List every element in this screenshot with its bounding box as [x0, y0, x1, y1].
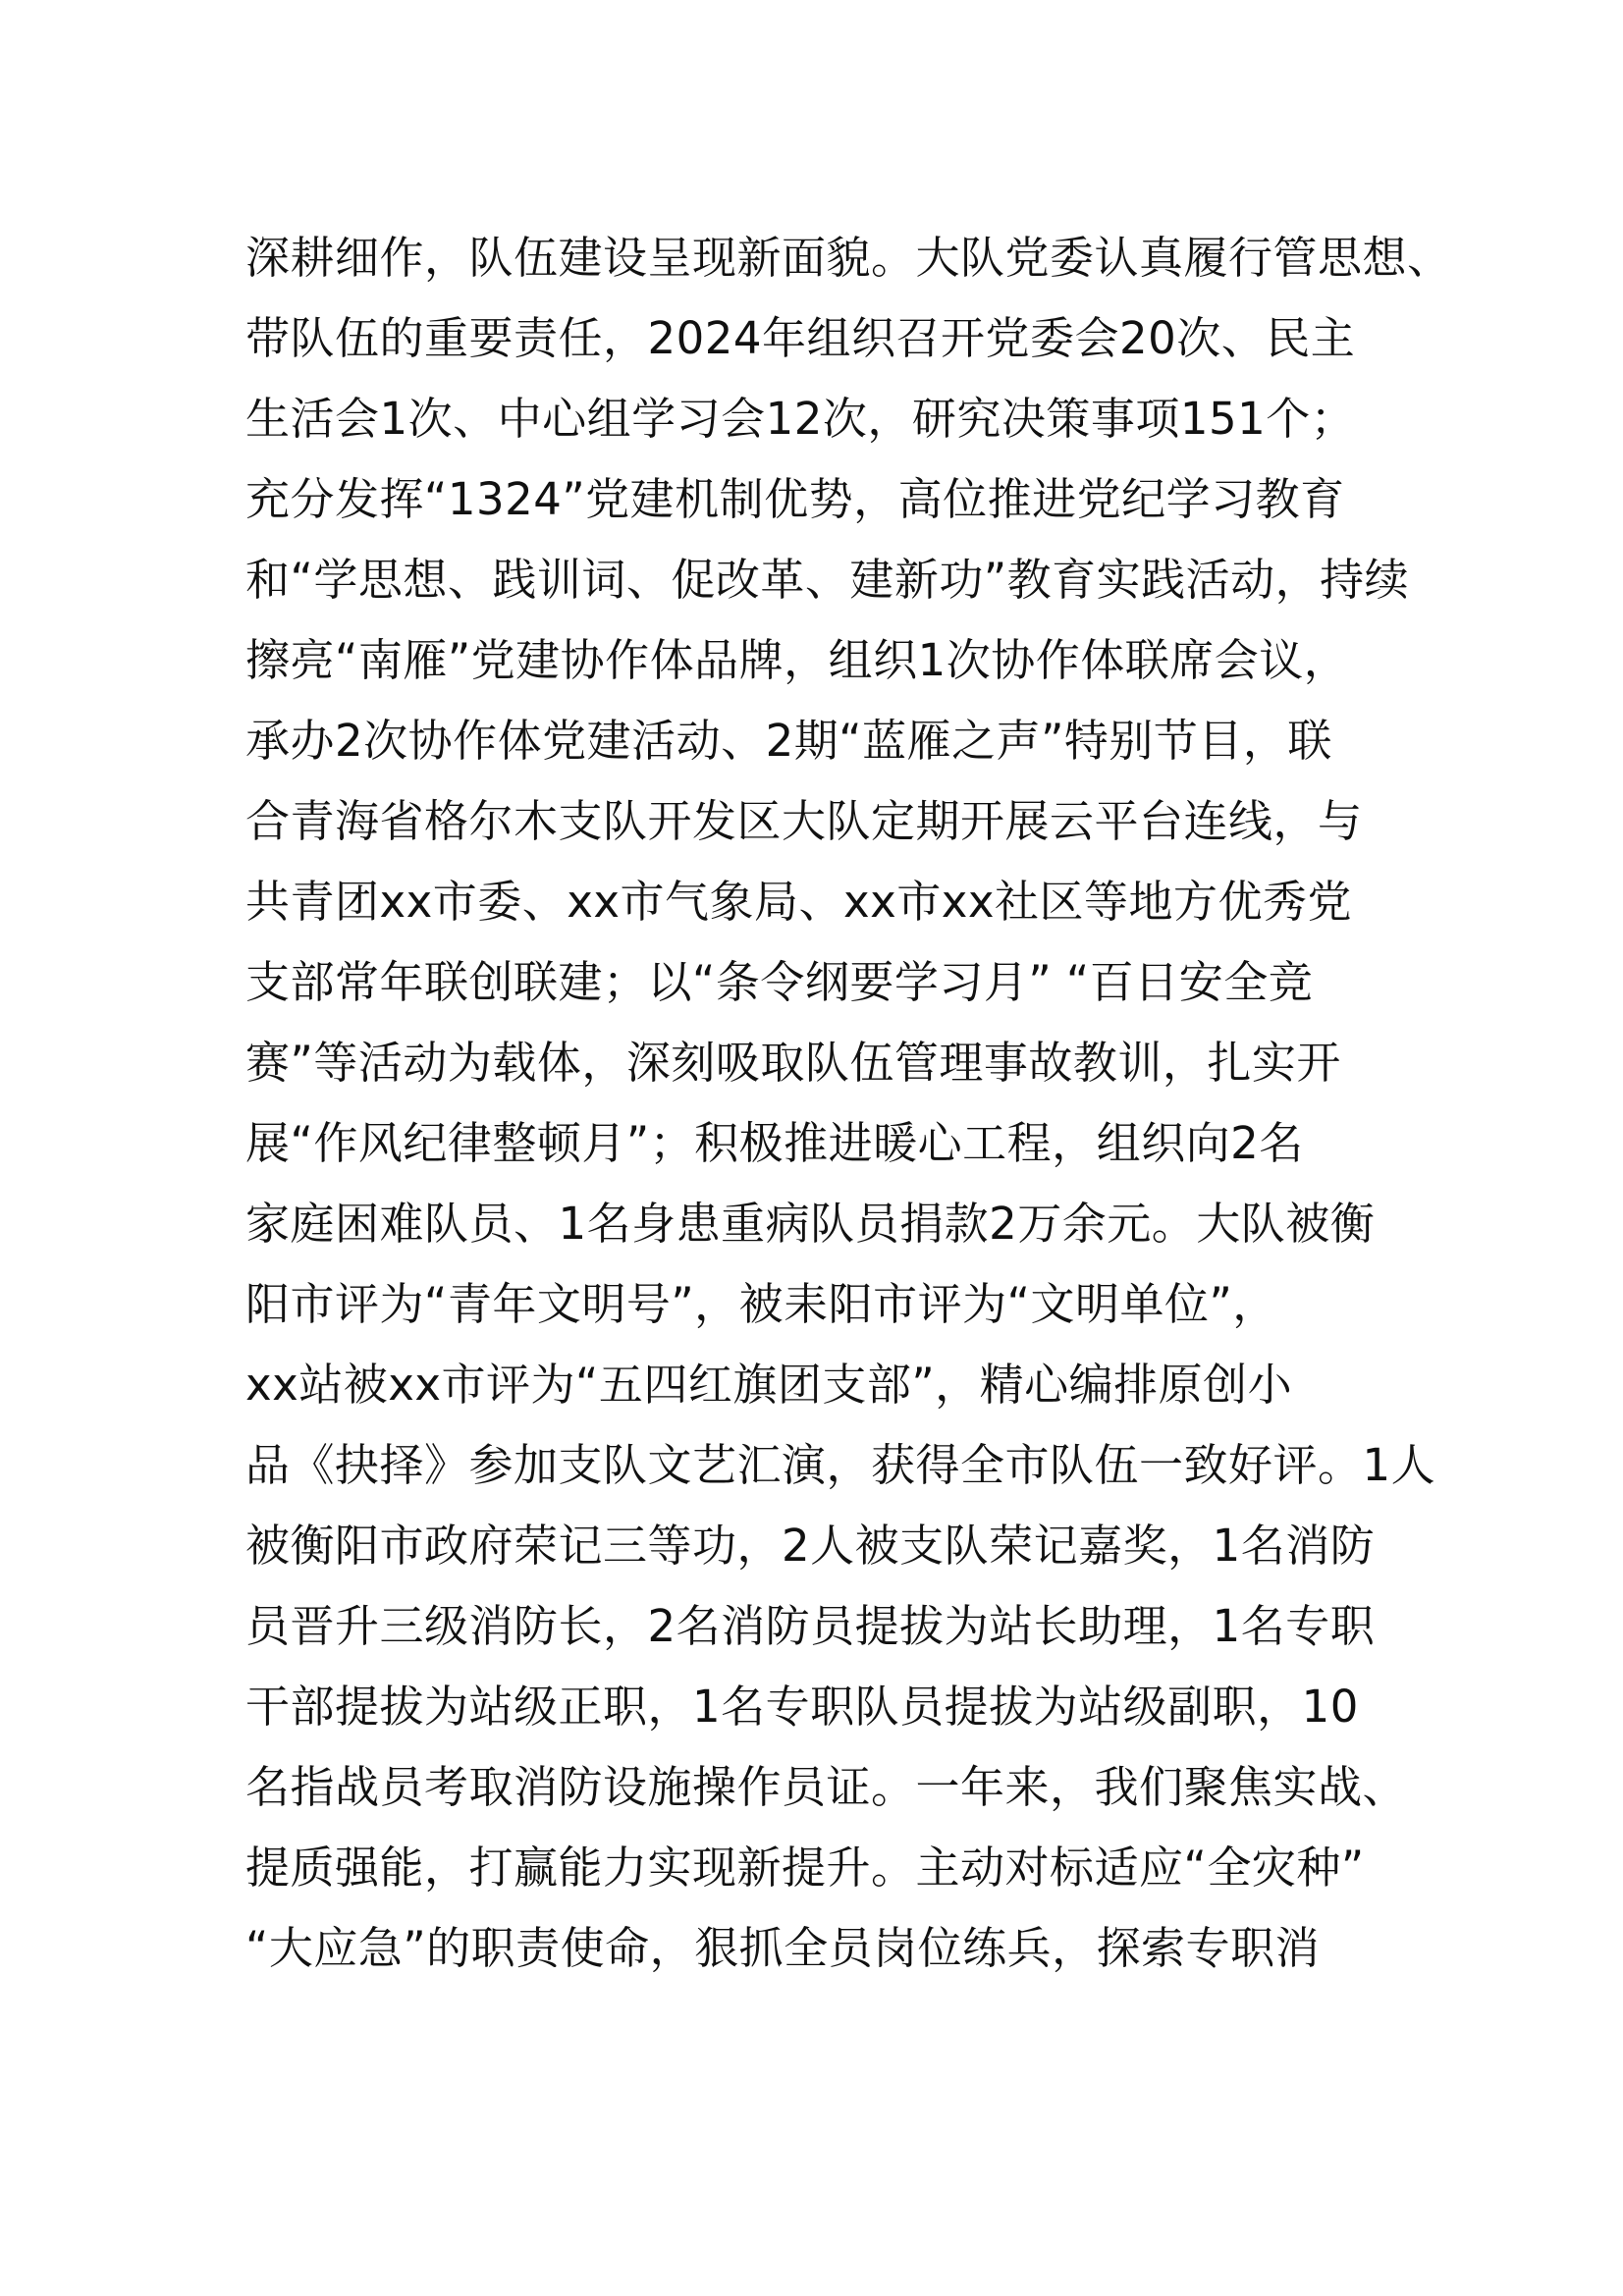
text-line-20: 名指战员考取消防设施操作员证。一年来，我们聚焦实战、: [245, 1761, 1408, 1813]
text-line-3: 生活会1次、中心组学习会12次，研究决策事项151个；: [245, 393, 1356, 445]
text-line-10: 支部常年联创联建；以“条令纲要学习月” “百日安全竞: [245, 956, 1314, 1008]
text-line-17: 被衡阳市政府荣记三等功，2人被支队荣记嘉奖，1名消防: [245, 1520, 1376, 1572]
text-line-4: 充分发挥“1324”党建机制优势，高位推进党纪学习教育: [245, 473, 1345, 525]
text-line-11: 赛”等活动为载体，深刻吸取队伍管理事故教训，扎实开: [245, 1037, 1341, 1089]
body-text: [245, 218, 1452, 1989]
text-line-1: 深耕细作，队伍建设呈现新面貌。大队党委认真履行管思想、: [245, 232, 1452, 284]
text-line-21: 提质强能，打赢能力实现新提升。主动对标适应“全灾种”: [245, 1842, 1365, 1894]
text-line-6: 擦亮“南雁”党建协作体品牌，组织1次协作体联席会议，: [245, 634, 1349, 686]
text-line-9: 共青团xx市委、xx市气象局、xx市xx社区等地方优秀党: [245, 876, 1353, 928]
text-line-5: 和“学思想、践训词、促改革、建新功”教育实践活动，持续: [245, 554, 1410, 606]
text-line-12: 展“作风纪律整顿月”；积极推进暖心工程，组织向2名: [245, 1117, 1304, 1169]
text-line-19: 干部提拔为站级正职，1名专职队员提拔为站级副职，10: [245, 1681, 1359, 1733]
text-line-14: 阳市评为“青年文明号”，被耒阳市评为“文明单位”，: [245, 1278, 1277, 1330]
text-line-16: 品《抉择》参加支队文艺汇演，获得全市队伍一致好评。1人: [245, 1439, 1436, 1491]
text-line-7: 承办2次协作体党建活动、2期“蓝雁之声”特别节目，联: [245, 715, 1332, 767]
text-line-13: 家庭困难队员、1名身患重病队员捐款2万余元。大队被衡: [245, 1198, 1376, 1250]
text-line-2: 带队伍的重要责任，2024年组织召开党委会20次、民主: [245, 312, 1356, 364]
text-line-22: “大应急”的职责使命，狠抓全员岗位练兵，探索专职消: [245, 1922, 1321, 1974]
text-line-15: xx站被xx市评为“五四红旗团支部”，精心编排原创小: [245, 1359, 1293, 1411]
text-line-18: 员晋升三级消防长，2名消防员提拔为站长助理，1名专职: [245, 1600, 1376, 1652]
text-line-8: 合青海省格尔木支队开发区大队定期开展云平台连线，与: [245, 795, 1363, 847]
